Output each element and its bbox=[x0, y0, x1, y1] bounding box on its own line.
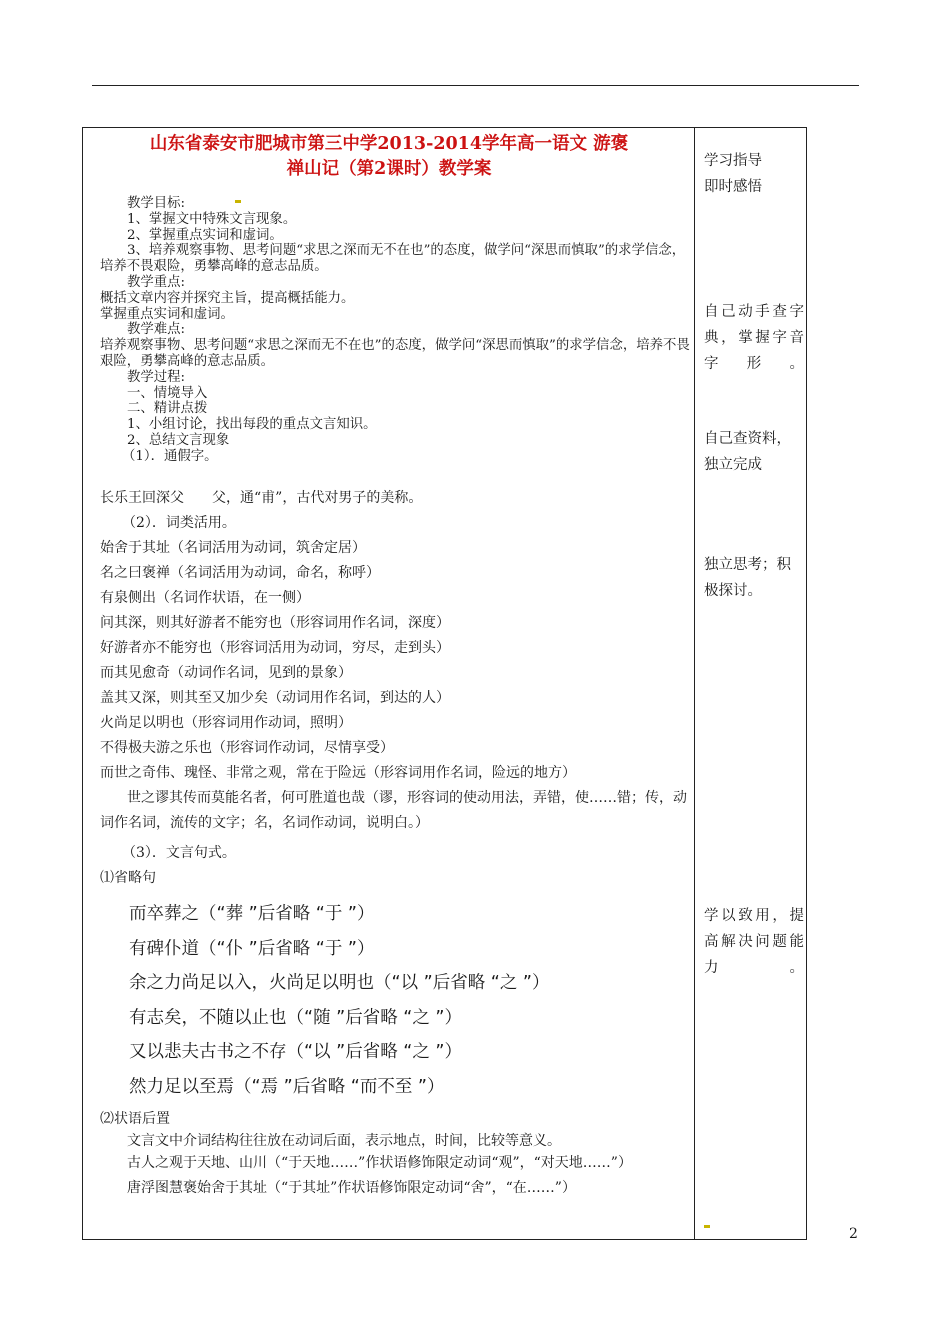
omission-sentence: 然力足以至焉（“焉 ”后省略 “而不至 ”） bbox=[129, 1076, 445, 1097]
sidebar-guide bbox=[704, 148, 804, 200]
process-heading: 教学过程: bbox=[127, 369, 186, 385]
huoyong-item: 问其深，则其好游者不能穷也（形容词用作名词，深度） bbox=[100, 615, 450, 631]
sidebar-note-dictionary: 自己动手查字典，掌握字音字形。 bbox=[704, 304, 804, 372]
postposition-example: 古人之观于天地、山川（“于天地……”作状语修饰限定动词“观”，“对天地……”） bbox=[127, 1155, 632, 1171]
sidebar-guide-subtitle: 即时感悟 bbox=[704, 179, 762, 195]
huoyong-item: 不得极夫游之乐也（形容词作动词，尽情享受） bbox=[100, 740, 394, 756]
objective-item: 3、培养观察事物、思考问题“求思之深而无不在也”的态度，做学问“深思而慎取”的求学信念，培养不畏艰险，勇攀高峰的意志品质。 bbox=[100, 243, 686, 275]
sidebar-note-apply: 学以致用，提高解决问题能力。 bbox=[704, 908, 804, 976]
title-line-2: 禅山记（第2课时）教学案 bbox=[286, 159, 492, 179]
postposition-heading: ⑵状语后置 bbox=[100, 1111, 170, 1127]
huoyong-item: 名之曰褒禅（名词活用为动词，命名，称呼） bbox=[100, 565, 380, 581]
tongjia-heading: （1）．通假字。 bbox=[122, 448, 218, 464]
huoyong-item: 始舍于其址（名词活用为动词，筑舍定居） bbox=[100, 540, 366, 556]
omission-sentence: 有志矣，不随以止也（“随 ”后省略 “之 ”） bbox=[129, 1007, 462, 1028]
huoyong-item: 而世之奇伟、瑰怪、非常之观，常在于险远（形容词用作名词，险远的地方） bbox=[100, 765, 576, 781]
difficulties-heading: 教学难点: bbox=[127, 322, 186, 338]
huoyong-item: 有泉侧出（名词作状语，在一侧） bbox=[100, 590, 310, 606]
stray-mark bbox=[704, 1225, 710, 1228]
difficulties-text: 培养观察事物、思考问题“求思之深而无不在也”的态度，做学问“深思而慎取”的求学信念，培养不畏艰险，勇攀高峰的意志品质。 bbox=[100, 338, 690, 369]
key-point-item: 概括文章内容并探究主旨，提高概括能力。 bbox=[100, 290, 355, 306]
tongjia-example: 长乐王回深父 父，通“甫”，古代对男子的美称。 bbox=[100, 490, 423, 506]
sidebar-note-thinking: 独立思考；积极探讨。 bbox=[704, 557, 791, 599]
objectives-heading: 教学目标: bbox=[127, 196, 186, 211]
process-step: 一、情境导入 bbox=[127, 385, 208, 401]
sidebar-note-research: 自己查资料，独立完成 bbox=[704, 431, 791, 473]
process-step: 1、小组讨论，找出每段的重点文言知识。 bbox=[127, 417, 377, 433]
lesson-plan-table bbox=[82, 127, 807, 1240]
jushi-heading: （3）．文言句式。 bbox=[122, 845, 236, 861]
main-content-top bbox=[100, 196, 690, 465]
omission-sentence: 余之力尚足以入，火尚足以明也（“以 ”后省略 “之 ”） bbox=[129, 973, 550, 993]
document-title bbox=[89, 132, 689, 182]
huoyong-item: 火尚足以明也（形容词用作动词，照明） bbox=[100, 715, 352, 731]
page-number: 2 bbox=[849, 1226, 858, 1242]
omission-sentence: 有碑仆道（“仆 ”后省略 “于 ”） bbox=[129, 938, 375, 959]
key-points-heading: 教学重点: bbox=[127, 274, 186, 290]
main-content-bottom bbox=[100, 486, 690, 1200]
sidebar-guide-title: 学习指导 bbox=[704, 153, 762, 169]
postposition-intro: 文言文中介词结构往往放在动词后面，表示地点，时间，比较等意义。 bbox=[127, 1133, 561, 1149]
huoyong-item: 世之谬其传而莫能名者，何可胜道也哉（谬，形容词的使动用法，弄错，使……错；传，动词作名词，流传的文字；名，名词作动词，说明白。） bbox=[100, 790, 687, 831]
title-line-1: 山东省泰安市肥城市第三中学2013-2014学年高一语文 游褒 bbox=[149, 134, 629, 154]
omission-sentence: 又以悲夫古书之不存（“以 ”后省略 “之 ”） bbox=[129, 1042, 462, 1062]
header-rule bbox=[92, 85, 859, 86]
omission-heading: ⑴省略句 bbox=[100, 870, 156, 886]
postposition-example: 唐浮图慧褒始舍于其址（“于其址”作状语修饰限定动词“舍”，“在……”） bbox=[127, 1180, 576, 1196]
huoyong-item: 盖其又深，则其至又加少矣（动词用作名词，到达的人） bbox=[100, 690, 450, 706]
omission-sentence: 而卒葬之（“葬 ”后省略 “于 ”） bbox=[129, 904, 375, 924]
process-step: 二、精讲点拨 bbox=[127, 401, 208, 417]
huoyong-heading: （2）．词类活用。 bbox=[122, 515, 236, 531]
huoyong-item: 好游者亦不能穷也（形容词活用为动词，穷尽，走到头） bbox=[100, 640, 450, 656]
key-point-item: 掌握重点实词和虚词。 bbox=[100, 306, 234, 322]
huoyong-item: 而其见愈奇（动词作名词，见到的景象） bbox=[100, 665, 352, 681]
objective-item: 2、掌握重点实词和虚词。 bbox=[127, 227, 283, 243]
process-step: 2、总结文言现象 bbox=[127, 432, 230, 448]
objective-item: 1、掌握文中特殊文言现象。 bbox=[127, 211, 297, 227]
stray-mark bbox=[235, 200, 241, 203]
column-divider bbox=[694, 128, 695, 1239]
